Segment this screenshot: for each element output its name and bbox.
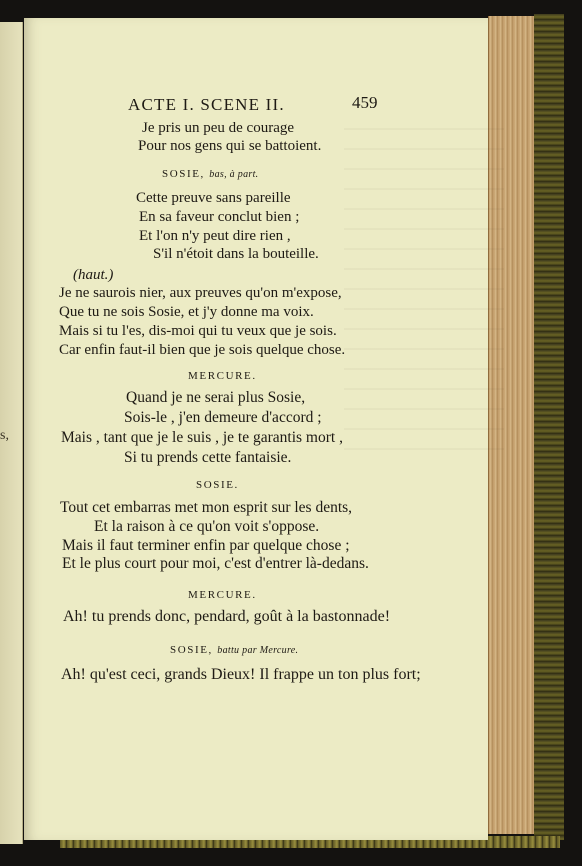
verse-line: Ah! tu prends donc, pendard, goût à la bastonnade!: [63, 608, 391, 625]
verse-line: Et le plus court pour moi, c'est d'entrer là-dedans.: [62, 555, 369, 572]
verse-line: S'il n'étoit dans la bouteille.: [153, 246, 319, 262]
speaker-heading: [162, 165, 258, 184]
previous-page-edge: [0, 22, 23, 844]
speaker-name: SOSIE.: [196, 479, 239, 491]
running-title: ACTE I. SCENE II.: [128, 95, 285, 114]
verse-line: Mais il faut terminer enfin par quelque chose ;: [62, 537, 350, 554]
speaker-name: SOSIE,: [170, 644, 213, 656]
verse-line: Je ne saurois nier, aux preuves qu'on m'expose,: [59, 285, 342, 301]
verse-line: En sa faveur conclut bien ;: [139, 209, 300, 225]
book-page: [24, 18, 488, 840]
stage-direction: (haut.): [73, 267, 114, 283]
stage-direction: battu par Mercure.: [217, 645, 299, 656]
page-number: 459: [352, 93, 378, 112]
book-binding: [534, 14, 564, 840]
verse-line: Sois-le , j'en demeure d'accord ;: [124, 409, 322, 426]
verse-line: Que tu ne sois Sosie, et j'y donne ma voix.: [59, 304, 314, 320]
verse-line: Mais , tant que je le suis , je te garantis mort ,: [61, 429, 343, 446]
speaker-heading: [170, 641, 298, 660]
page-edges: [488, 16, 535, 834]
verse-line: Car enfin faut-il bien que je sois quelque chose.: [59, 342, 346, 358]
speaker-name: SOSIE,: [162, 168, 205, 180]
speaker-name: MERCURE.: [188, 370, 257, 382]
verse-line: Et la raison à ce qu'on voit s'oppose.: [94, 518, 320, 535]
show-through-text: [344, 118, 504, 458]
verse-line: Ah! qu'est ceci, grands Dieux! Il frappe un ton plus fort;: [61, 666, 421, 683]
verse-line: Pour nos gens qui se battoient.: [138, 138, 322, 154]
verse-line: Mais si tu l'es, dis-moi qui tu veux que je sois.: [59, 323, 337, 339]
speaker-name: MERCURE.: [188, 589, 257, 601]
previous-page-fragment: s,: [0, 428, 9, 443]
verse-line: Quand je ne serai plus Sosie,: [126, 389, 306, 406]
verse-line: Je pris un peu de courage: [142, 120, 295, 136]
verse-line: Cette preuve sans pareille: [136, 190, 291, 206]
verse-line: Si tu prends cette fantaisie.: [124, 449, 292, 466]
stage-direction: bas, à part.: [209, 169, 259, 180]
verse-line: Et l'on n'y peut dire rien ,: [139, 228, 291, 244]
verse-line: Tout cet embarras met mon esprit sur les dents,: [60, 499, 353, 516]
